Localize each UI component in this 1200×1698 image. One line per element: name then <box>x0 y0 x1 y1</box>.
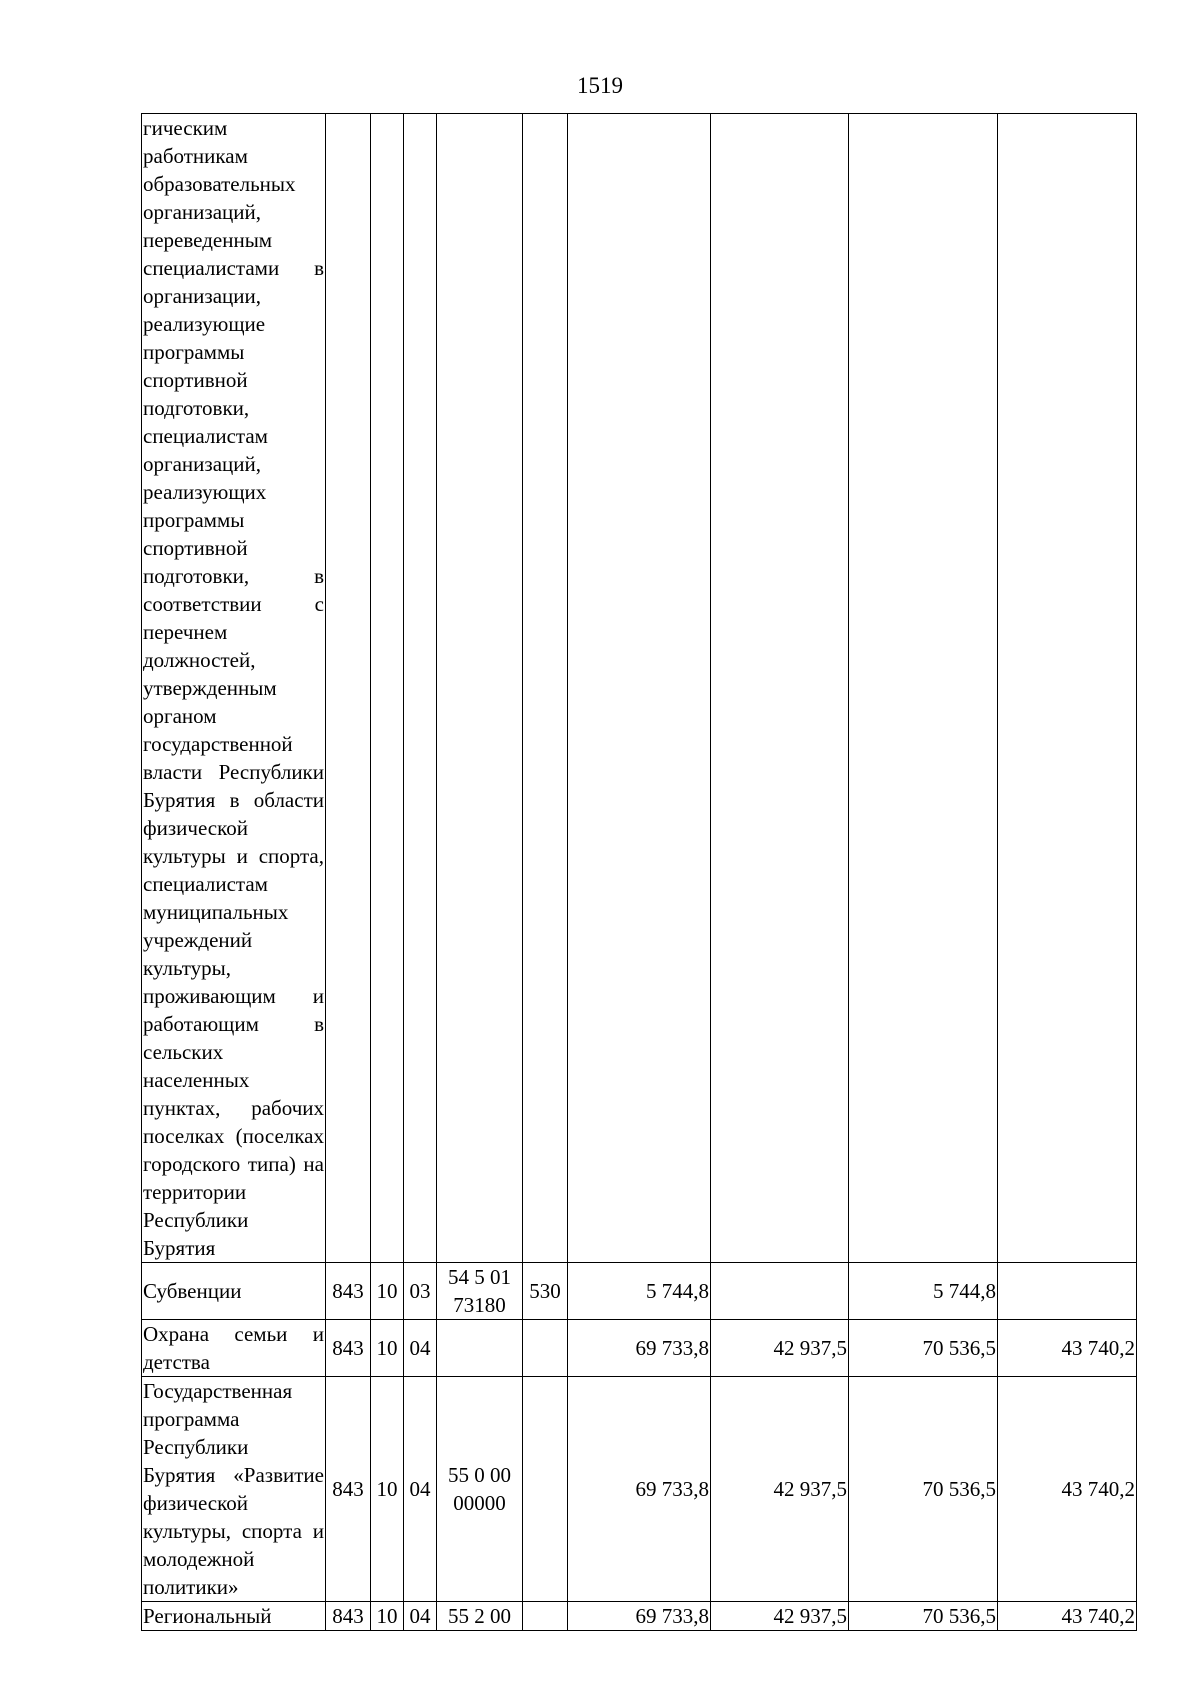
page-number: 1519 <box>577 73 623 98</box>
budget-table <box>141 113 1137 1631</box>
table-row <box>142 1263 1137 1320</box>
row-subsection: 04 <box>404 1377 437 1602</box>
row-section: 10 <box>371 1320 404 1377</box>
row-amount-3 <box>849 114 998 1263</box>
row-amount-4: 43 740,2 <box>998 1377 1137 1602</box>
row-subsection: 04 <box>404 1602 437 1631</box>
row-name: гическим работникам образовательных организаций, переведенным специалистами в организации, реализующие программы спортивной подготовки, специалистам организаций, реализующих программы спортивной подготовки, в соответствии с перечнем должностей, утвержденным органом государственной власти Республики Бурятия в области физической культуры и спорта, специалистам муниципальных учреждений культуры, проживающим и работающим в сельских населенных пунктах, рабочих поселках (поселках городского типа) на территории Республики Бурятия <box>142 114 326 1263</box>
row-target-article <box>437 114 523 1263</box>
table-row <box>142 114 1137 1263</box>
row-section: 10 <box>371 1377 404 1602</box>
row-expense-type <box>523 1320 568 1377</box>
row-amount-3: 5 744,8 <box>849 1263 998 1320</box>
row-grbs <box>326 114 371 1263</box>
row-amount-2: 42 937,5 <box>711 1320 849 1377</box>
row-amount-3: 70 536,5 <box>849 1320 998 1377</box>
row-amount-2: 42 937,5 <box>711 1602 849 1631</box>
row-amount-3: 70 536,5 <box>849 1377 998 1602</box>
row-expense-type <box>523 1602 568 1631</box>
row-amount-2 <box>711 1263 849 1320</box>
row-subsection <box>404 114 437 1263</box>
row-amount-1: 69 733,8 <box>568 1320 711 1377</box>
row-amount-1: 69 733,8 <box>568 1377 711 1602</box>
row-amount-1: 69 733,8 <box>568 1602 711 1631</box>
row-expense-type: 530 <box>523 1263 568 1320</box>
row-name: Субвенции <box>142 1263 326 1320</box>
row-amount-4 <box>998 1263 1137 1320</box>
row-grbs: 843 <box>326 1602 371 1631</box>
row-section <box>371 114 404 1263</box>
row-amount-1 <box>568 114 711 1263</box>
row-amount-2: 42 937,5 <box>711 1377 849 1602</box>
row-expense-type <box>523 114 568 1263</box>
row-amount-3: 70 536,5 <box>849 1602 998 1631</box>
row-target-article: 55 0 00 00000 <box>437 1377 523 1602</box>
row-amount-4 <box>998 114 1137 1263</box>
row-amount-2 <box>711 114 849 1263</box>
row-amount-1: 5 744,8 <box>568 1263 711 1320</box>
row-amount-4: 43 740,2 <box>998 1602 1137 1631</box>
row-subsection: 04 <box>404 1320 437 1377</box>
row-section: 10 <box>371 1263 404 1320</box>
row-expense-type <box>523 1377 568 1602</box>
row-target-article <box>437 1320 523 1377</box>
row-target-article: 55 2 00 <box>437 1602 523 1631</box>
row-section: 10 <box>371 1602 404 1631</box>
table-row <box>142 1602 1137 1631</box>
table-row <box>142 1320 1137 1377</box>
row-target-article: 54 5 01 73180 <box>437 1263 523 1320</box>
row-amount-4: 43 740,2 <box>998 1320 1137 1377</box>
table-row <box>142 1377 1137 1602</box>
row-name: Охрана семьи и детства <box>142 1320 326 1377</box>
row-grbs: 843 <box>326 1377 371 1602</box>
row-grbs: 843 <box>326 1263 371 1320</box>
row-grbs: 843 <box>326 1320 371 1377</box>
row-name: Государственная программа Республики Бурятия «Развитие физической культуры, спорта и молодежной политики» <box>142 1377 326 1602</box>
row-subsection: 03 <box>404 1263 437 1320</box>
row-name: Региональный <box>142 1602 326 1631</box>
